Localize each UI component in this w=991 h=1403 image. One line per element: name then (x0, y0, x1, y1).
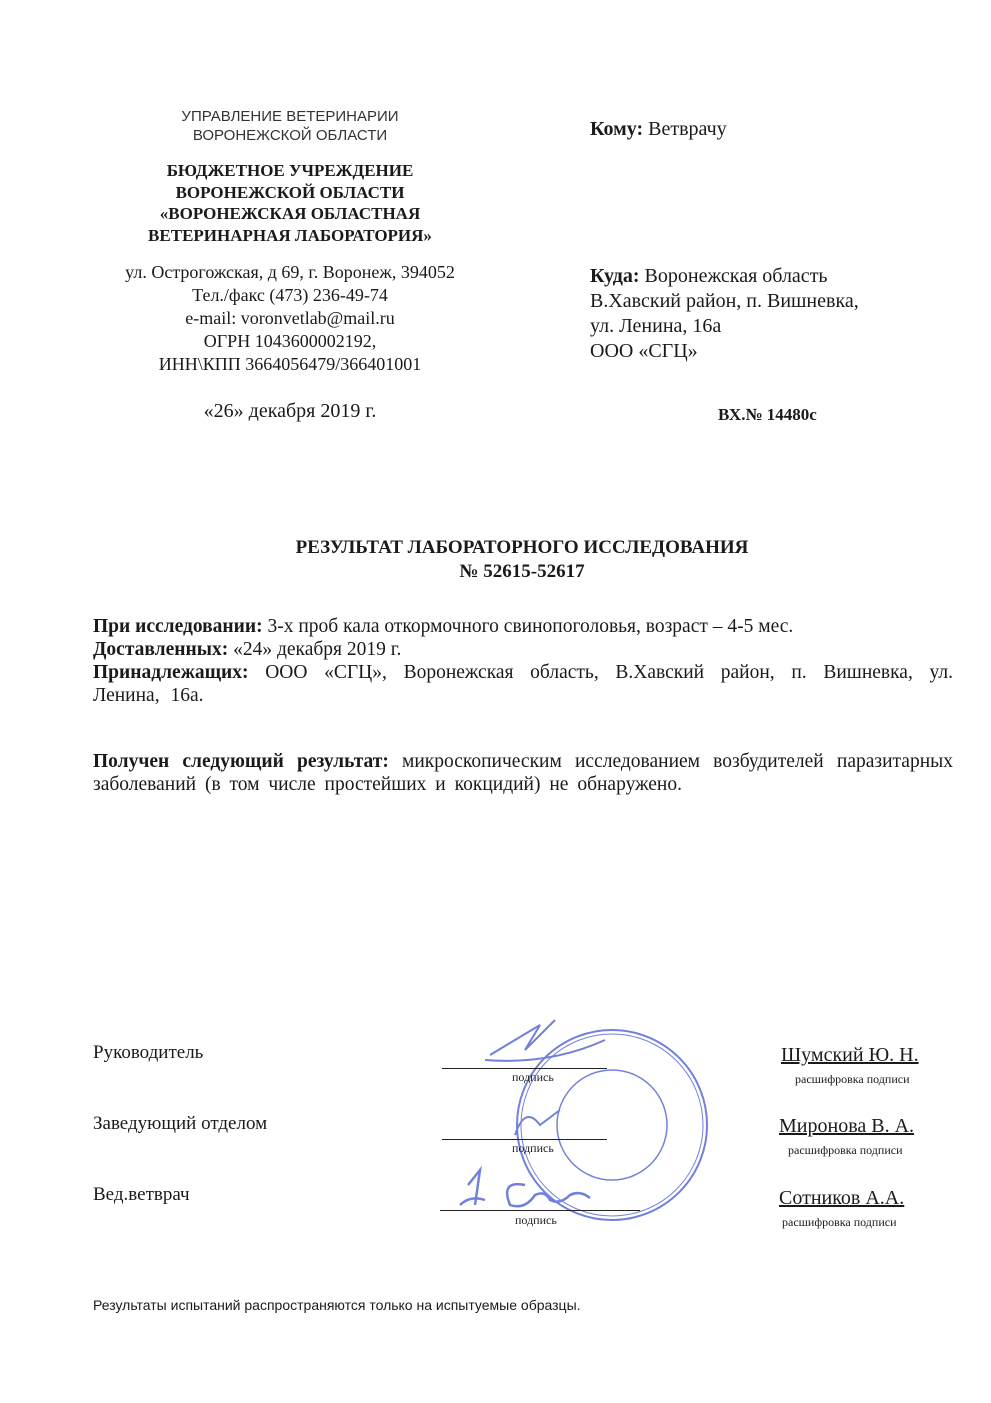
footer-note: Результаты испытаний распространяются только на испытуемые образцы. (93, 1297, 581, 1313)
recipient-to (590, 117, 727, 142)
agency-name (100, 107, 480, 145)
org-line: «ВОРОНЕЖСКАЯ ОБЛАСТНАЯ (159, 204, 421, 223)
name-caption: расшифровка подписи (788, 1143, 903, 1157)
signature-line (442, 1068, 607, 1069)
result-paragraph (93, 750, 953, 796)
stamp-outer-ring-inner (521, 1034, 703, 1216)
agency-line: УПРАВЛЕНИЕ ВЕТЕРИНАРИИ (181, 108, 399, 125)
delivered-value: «24» декабря 2019 г. (233, 639, 402, 660)
name-caption: расшифровка подписи (782, 1215, 897, 1229)
to-value: Ветврачу (648, 118, 727, 140)
delivered-label: Доставленных: (93, 639, 229, 660)
study-label: При исследовании: (93, 616, 263, 637)
signature-caption: подпись (512, 1141, 554, 1155)
signature-caption: подпись (515, 1213, 557, 1227)
organization-name (100, 160, 480, 246)
signature-caption: подпись (512, 1070, 554, 1084)
signature-scribble (485, 1020, 605, 1061)
address-line: Воронежская область (644, 265, 828, 287)
address-line: ул. Острогожская, д 69, г. Воронеж, 394052 (125, 262, 455, 282)
to-label: Кому: (590, 118, 644, 140)
document-date: «26» декабря 2019 г. (203, 400, 377, 422)
signer-name: Миронова В. А. (779, 1115, 915, 1137)
agency-line: ВОРОНЕЖСКОЙ ОБЛАСТИ (192, 127, 388, 144)
signature-line (440, 1210, 640, 1211)
owner-value: ООО «СГЦ», Воронежская область, В.Хавский район, п. Вишневка, ул. Ленина, 16а. (93, 662, 954, 706)
incoming-number: ВХ.№ 14480с (718, 405, 817, 424)
seal-stamp (430, 1010, 730, 1230)
recipient-address (590, 264, 859, 364)
result-label: Получен следующий результат: (93, 751, 389, 772)
phone-line: Тел./факс (473) 236-49-74 (192, 285, 388, 305)
signature-scribble (460, 1170, 590, 1206)
address-line: ул. Ленина, 16а (590, 315, 722, 337)
where-label: Куда: (590, 265, 640, 287)
org-line: ВЕТЕРИНАРНАЯ ЛАБОРАТОРИЯ» (148, 225, 432, 245)
signature-line (442, 1139, 607, 1140)
result-value: микроскопическим исследованием возбудителей паразитарных заболеваний (в том числе простейших и кокцидий) не обнаружено. (93, 751, 953, 795)
address-line: ООО «СГЦ» (590, 340, 698, 362)
ogrn-line: ОГРН 1043600002192, (203, 331, 377, 351)
inn-line: ИНН\КПП 3664056479/366401001 (158, 354, 422, 374)
email-line: e-mail: voronvetlab@mail.ru (185, 308, 395, 328)
owner-label: Принадлежащих: (93, 662, 249, 683)
document-title (0, 536, 991, 584)
org-line: БЮДЖЕТНОЕ УЧРЕЖДЕНИЕ (166, 161, 414, 180)
stamp-inner-ring (557, 1070, 667, 1180)
study-value: 3-х проб кала откормочного свинопоголовья, возраст – 4-5 мес. (267, 616, 794, 637)
title-line: РЕЗУЛЬТАТ ЛАБОРАТОРНОГО ИССЛЕДОВАНИЯ (295, 537, 749, 558)
name-caption: расшифровка подписи (795, 1072, 910, 1086)
org-line: ВОРОНЕЖСКОЙ ОБЛАСТИ (175, 182, 405, 202)
signer-name: Сотников А.А. (779, 1187, 905, 1209)
signature-role: Заведующий отделом (93, 1113, 268, 1134)
address-line: В.Хавский район, п. Вишневка, (590, 290, 859, 312)
organization-contacts (100, 261, 480, 376)
signature-role: Руководитель (93, 1042, 204, 1063)
study-info (93, 615, 953, 707)
signature-role: Вед.ветврач (93, 1184, 190, 1205)
signer-name: Шумский Ю. Н. (781, 1044, 919, 1066)
title-number: № 52615-52617 (459, 561, 585, 582)
